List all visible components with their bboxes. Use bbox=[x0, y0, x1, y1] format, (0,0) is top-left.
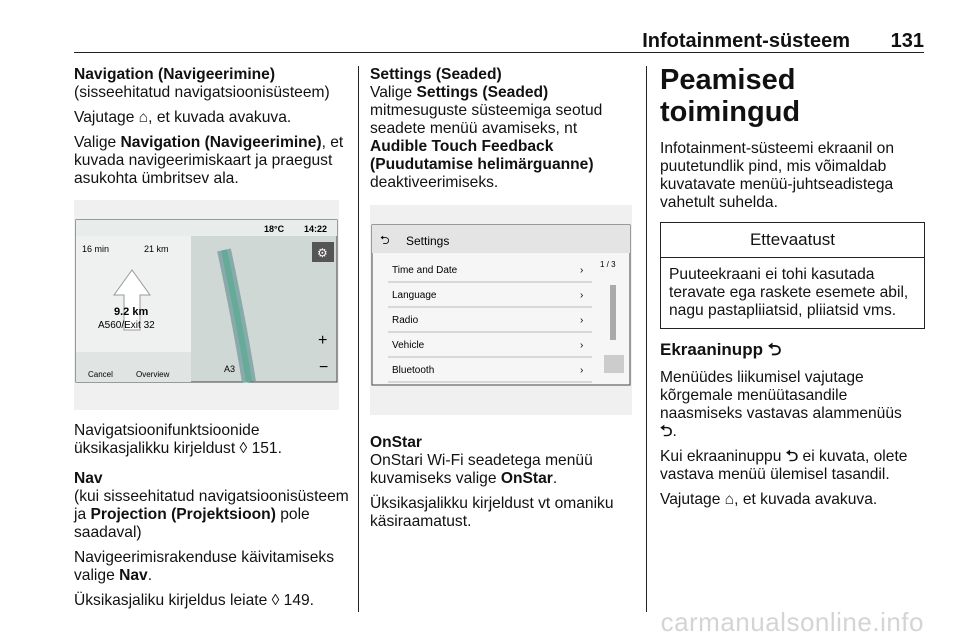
warning-box bbox=[660, 222, 925, 329]
status-temp: 18°C bbox=[264, 224, 285, 234]
text: , et kuvada navigeerimiskaart ja praegust asukohta ümbritsev ala. bbox=[74, 134, 344, 187]
heading-screen-button bbox=[660, 341, 925, 359]
text: , et kuvada avakuva. bbox=[734, 491, 878, 508]
heading-nav: Nav bbox=[74, 470, 103, 487]
text: Navigeerimisrakenduse käivitamiseks valige bbox=[74, 549, 334, 584]
overview-button: Overview bbox=[136, 370, 170, 379]
text: ei kuvata, olete vastava menüü ülemisel tasandil. bbox=[660, 448, 908, 483]
chevron-right-icon: › bbox=[580, 265, 584, 276]
text: pole saadaval) bbox=[74, 506, 310, 541]
heading-settings: Settings (Seaded) bbox=[370, 66, 502, 83]
settings-page: 1 / 3 bbox=[600, 260, 616, 269]
text: 151. bbox=[247, 440, 282, 457]
text: Üksikasjaliku kirjeldus leiate bbox=[74, 592, 272, 609]
header-title: Infotainment-süsteem bbox=[642, 30, 850, 52]
warning-title: Ettevaatust bbox=[661, 223, 924, 258]
text: Vajutage bbox=[74, 109, 139, 126]
text: (sisseehitatud navigatsioonisüsteem) bbox=[74, 84, 330, 101]
chevron-right-icon: › bbox=[580, 365, 584, 376]
heading-navigation: Navigation (Navigeerimine) bbox=[74, 66, 276, 83]
home-icon: ⌂ bbox=[724, 491, 735, 508]
text: Infotainment-süsteemi ekraanil on puutetundlik pind, mis võimaldab kuvatavate menüü-juhtseadistega vahetult suhelda. bbox=[660, 140, 895, 211]
chevron-right-icon: › bbox=[580, 290, 584, 301]
text: Menüüdes liikumisel vajutage kõrgemale menüütasandile naasmiseks vastavas alammenüüs bbox=[660, 369, 902, 422]
text: Projection (Projektsioon) bbox=[90, 506, 276, 523]
cancel-button: Cancel bbox=[88, 370, 113, 379]
page-header bbox=[74, 30, 924, 53]
home-icon: ⌂ bbox=[138, 109, 149, 126]
text: Audible Touch Feedback (Puudutamise helimärguanne) bbox=[370, 138, 594, 173]
settings-item[interactable]: Bluetooth bbox=[392, 365, 435, 376]
chevron-right-icon: › bbox=[580, 340, 584, 351]
settings-item[interactable]: Time and Date bbox=[392, 265, 458, 276]
back-icon: ⮌ bbox=[785, 448, 799, 465]
text: , et kuvada avakuva. bbox=[148, 109, 292, 126]
text: Ekraaninupp bbox=[660, 340, 763, 359]
text: OnStar bbox=[500, 470, 553, 487]
reference-icon: ◊ bbox=[271, 592, 280, 609]
column-2-lower: OnStar OnStari Wi-Fi seadetega menüü kuvamiseks valige OnStar. Üksikasjalikku kirjeldust vt omaniku käsiraamatust. bbox=[370, 434, 614, 530]
text: Valige bbox=[370, 84, 417, 101]
settings-title: Settings bbox=[406, 234, 450, 248]
text: Navigatsioonifunktsioonide üksikasjalikku kirjeldust bbox=[74, 422, 260, 457]
text: Vajutage bbox=[660, 491, 725, 508]
watermark: carmanualsonline.info bbox=[660, 607, 924, 637]
remaining-distance: 21 km bbox=[144, 244, 169, 254]
text: Nav bbox=[119, 567, 148, 584]
text: Settings (Seaded) bbox=[416, 84, 549, 101]
reference-icon: ◊ bbox=[239, 440, 248, 457]
eta: 16 min bbox=[82, 244, 110, 254]
text: mitmesuguste süsteemiga seotud seadete menüü avamiseks, nt bbox=[370, 102, 603, 137]
text: deaktiveerimiseks. bbox=[370, 174, 499, 191]
text: Navigation (Navigeerimine) bbox=[120, 134, 322, 151]
column-3: Peamised toimingud Infotainment-süsteemi ekraanil on puutetundlik pind, mis võimaldab kuvatavate menüü-juhtseadistega vahetult suhelda. Ettevaatust Puuteekraani ei tohi kasutada teravate ega raskete esemete abil, nagu pastapliiatsid, pliiatsid vms. Ekraaninupp ⮌ Menüüdes liikumisel vajutage kõrgemale menüütasandile naasmiseks vastavas alammenüüs ⮌. Kui ekraaninuppu ⮌ ei kuvata, olete vastava menüü ülemisel tasandil. Vajutage ⌂, et kuvada avakuva. bbox=[660, 64, 925, 516]
zoom-in-icon: + bbox=[318, 332, 328, 349]
text: Kui ekraaninuppu bbox=[660, 448, 786, 465]
text: 149. bbox=[279, 592, 315, 609]
status-time: 14:22 bbox=[304, 224, 328, 234]
page-number: 131 bbox=[890, 30, 924, 52]
column-1 bbox=[74, 66, 349, 195]
road-label: A3 bbox=[224, 364, 236, 374]
settings-item[interactable]: Radio bbox=[392, 315, 419, 326]
warning-body: Puuteekraani ei tohi kasutada teravate ega raskete esemete abil, nagu pastapliiatsid, pliiatsid vms. bbox=[669, 266, 909, 319]
text: Üksikasjalikku kirjeldust vt omaniku käsiraamatust. bbox=[370, 495, 614, 530]
nav-screen-image bbox=[74, 200, 339, 410]
settings-screen-image bbox=[370, 205, 632, 415]
section-title: Peamised toimingud bbox=[660, 64, 801, 128]
back-icon: ⮌ bbox=[380, 233, 390, 247]
column-divider bbox=[646, 66, 647, 612]
gear-icon: ⚙ bbox=[317, 246, 328, 260]
settings-screenshot bbox=[370, 205, 632, 415]
navigation-screenshot bbox=[74, 200, 339, 410]
back-icon: ⮌ bbox=[767, 340, 782, 359]
column-divider bbox=[358, 66, 359, 612]
column-2 bbox=[370, 66, 635, 199]
column-1-lower: Navigatsioonifunktsioonide üksikasjalikku kirjeldust ◊ 151. Nav (kui sisseehitatud navigatsioonisüsteem ja Projection (Projektsioon) pole saadaval) Navigeerimisrakenduse käivitamiseks valige Nav. Üksikasjaliku kirjeldus leiate ◊ 149. bbox=[74, 422, 349, 609]
heading-onstar: OnStar bbox=[370, 434, 422, 451]
text: (kui sisseehitatud navigatsioonisüsteem ja bbox=[74, 488, 349, 523]
zoom-out-icon: − bbox=[319, 359, 329, 376]
settings-item[interactable]: Language bbox=[392, 290, 437, 301]
text: OnStari Wi-Fi seadetega menüü kuvamiseks valige bbox=[370, 452, 593, 487]
text: Valige bbox=[74, 134, 121, 151]
scroll-down-button bbox=[604, 355, 624, 373]
back-icon: ⮌ bbox=[660, 423, 673, 440]
settings-item[interactable]: Vehicle bbox=[392, 340, 425, 351]
turn-road: A560/Exit 32 bbox=[98, 320, 155, 331]
turn-distance: 9.2 km bbox=[114, 306, 149, 318]
scrollbar bbox=[610, 285, 616, 340]
chevron-right-icon: › bbox=[580, 315, 584, 326]
